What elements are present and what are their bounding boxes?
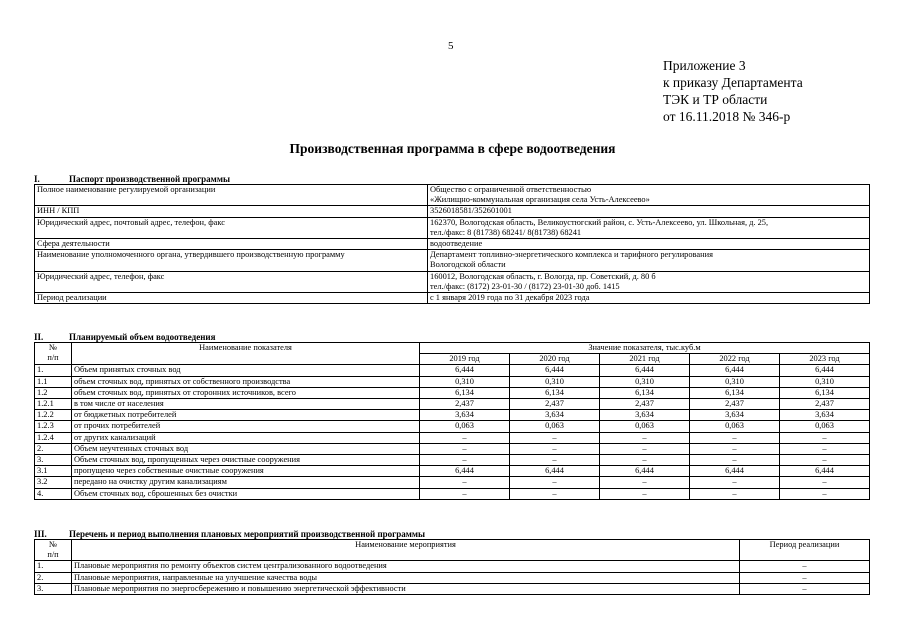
- table-row: [35, 466, 870, 477]
- section-title-text: Паспорт производственной программы: [69, 174, 230, 184]
- row-value: –: [600, 432, 690, 443]
- row-value: 0,310: [510, 376, 600, 387]
- row-value: –: [600, 455, 690, 466]
- appendix-line: от 16.11.2018 № 346-р: [663, 109, 791, 124]
- row-value: 2,437: [780, 399, 870, 410]
- section-title-text: Перечень и период выполнения плановых мероприятий производственной программы: [69, 529, 426, 539]
- passport-value: [428, 206, 870, 217]
- passport-value-line: Департамент топливно-энергетического комплекса и тарифного регулирования: [430, 250, 713, 260]
- row-value: 6,444: [600, 466, 690, 477]
- col-number-line: п/п: [47, 550, 59, 560]
- row-value: 0,063: [600, 421, 690, 432]
- col-values-header: Значение показателя, тыс.куб.м: [420, 343, 870, 354]
- row-name: Объем сточных вод, пропущенных через очистные сооружения: [72, 455, 420, 466]
- row-number: 1.2.3: [35, 421, 72, 432]
- passport-row: [35, 206, 870, 217]
- passport-value-line: водоотведение: [430, 239, 483, 249]
- col-name-header: Наименование показателя: [72, 343, 420, 365]
- row-value: –: [600, 488, 690, 499]
- row-value: 3,634: [510, 410, 600, 421]
- col-number-line: №: [49, 540, 57, 549]
- table-row: [35, 561, 870, 572]
- table-row: [35, 399, 870, 410]
- appendix-line: Приложение 3: [663, 58, 746, 73]
- appendix-line: ТЭК и ТР области: [663, 92, 768, 107]
- passport-label: Сфера деятельности: [35, 239, 428, 250]
- row-value: –: [510, 488, 600, 499]
- passport-value-line: тел./факс: 8 (81738) 68241/ 8(81738) 68241: [430, 227, 582, 237]
- row-name: пропущено через собственные очистные сооружения: [72, 466, 420, 477]
- table-row: [35, 583, 870, 594]
- row-value: –: [510, 443, 600, 454]
- row-number: 4.: [35, 488, 72, 499]
- row-value: 0,063: [780, 421, 870, 432]
- row-value: –: [420, 443, 510, 454]
- row-value: –: [780, 432, 870, 443]
- passport-value-line: «Жилищно-коммунальная организация села Усть-Алексеево»: [430, 195, 650, 205]
- passport-label: Полное наименование регулируемой организации: [35, 185, 428, 206]
- section-1-title: [34, 174, 230, 184]
- passport-row: [35, 271, 870, 292]
- row-period: –: [740, 561, 870, 572]
- passport-value-line: тел./факс: (8172) 23-01-30 / (8172) 23-01-30 доб. 1415: [430, 281, 620, 291]
- row-value: 6,444: [690, 466, 780, 477]
- row-value: 6,134: [420, 387, 510, 398]
- row-value: 6,444: [600, 365, 690, 376]
- row-name: Объем неучтенных сточных вод: [72, 443, 420, 454]
- row-number: 3.2: [35, 477, 72, 488]
- passport-value-line: 162370, Вологодская область, Великоустюгский район, с. Усть-Алексеево, ул. Школьная, д. 25,: [430, 217, 769, 227]
- passport-value: [428, 185, 870, 206]
- row-value: 6,134: [510, 387, 600, 398]
- passport-value: [428, 271, 870, 292]
- row-number: 1.2.4: [35, 432, 72, 443]
- section-title-text: Планируемый объем водоотведения: [69, 332, 216, 342]
- row-value: 3,634: [690, 410, 780, 421]
- col-number-header: [35, 343, 72, 365]
- year-header: 2019 год: [420, 354, 510, 365]
- passport-table: [34, 184, 870, 304]
- row-value: 0,063: [420, 421, 510, 432]
- row-value: –: [420, 455, 510, 466]
- appendix-line: к приказу Департамента: [663, 75, 803, 90]
- table-row: [35, 387, 870, 398]
- row-value: –: [780, 488, 870, 499]
- passport-row: [35, 217, 870, 238]
- row-number: 2.: [35, 443, 72, 454]
- row-value: 0,310: [420, 376, 510, 387]
- row-period: –: [740, 572, 870, 583]
- table-row: [35, 365, 870, 376]
- volume-table: [34, 342, 870, 500]
- section-number: III.: [34, 529, 47, 539]
- row-name: от бюджетных потребителей: [72, 410, 420, 421]
- passport-value-line: Общество с ограниченной ответственностью: [430, 185, 592, 194]
- passport-row: [35, 250, 870, 271]
- table-row: [35, 443, 870, 454]
- year-header: 2023 год: [780, 354, 870, 365]
- row-value: 6,444: [690, 365, 780, 376]
- section-number: I.: [34, 174, 40, 184]
- year-header: 2022 год: [690, 354, 780, 365]
- row-number: 3.1: [35, 466, 72, 477]
- row-number: 1.: [35, 561, 72, 572]
- table-row: [35, 488, 870, 499]
- row-name: Объем принятых сточных вод: [72, 365, 420, 376]
- table-row: [35, 376, 870, 387]
- row-number: 1.2: [35, 387, 72, 398]
- row-value: 0,063: [690, 421, 780, 432]
- year-header: 2020 год: [510, 354, 600, 365]
- section-number: II.: [34, 332, 44, 342]
- year-header: 2021 год: [600, 354, 690, 365]
- passport-label: Юридический адрес, телефон, факс: [35, 271, 428, 292]
- row-value: –: [420, 488, 510, 499]
- passport-value-line: с 1 января 2019 года по 31 декабря 2023 года: [430, 293, 590, 303]
- document-title: Производственная программа в сфере водоотведения: [289, 141, 616, 156]
- appendix-header: [663, 57, 803, 125]
- passport-value: [428, 250, 870, 271]
- row-value: 2,437: [510, 399, 600, 410]
- row-name: Объем сточных вод, сброшенных без очистки: [72, 488, 420, 499]
- passport-row: [35, 293, 870, 304]
- section-3-title: [34, 529, 425, 539]
- col-name-header: Наименование мероприятия: [72, 540, 740, 561]
- row-value: –: [510, 455, 600, 466]
- table-row: [35, 432, 870, 443]
- row-value: 6,444: [510, 466, 600, 477]
- col-number-line: №: [49, 343, 57, 352]
- row-number: 1.: [35, 365, 72, 376]
- row-value: –: [600, 477, 690, 488]
- passport-label: Наименование уполномоченного органа, утвердившего производственную программу: [35, 250, 428, 271]
- row-value: 6,444: [780, 466, 870, 477]
- row-name: в том числе от населения: [72, 399, 420, 410]
- table-row: [35, 572, 870, 583]
- row-value: 6,134: [600, 387, 690, 398]
- row-number: 3.: [35, 583, 72, 594]
- row-value: 6,444: [510, 365, 600, 376]
- row-value: 3,634: [600, 410, 690, 421]
- row-name: объем сточных вод, принятых от собственного производства: [72, 376, 420, 387]
- page-number: 5: [448, 40, 454, 52]
- col-period-header: Период реализации: [740, 540, 870, 561]
- row-value: –: [780, 443, 870, 454]
- row-value: –: [690, 455, 780, 466]
- row-value: 6,134: [690, 387, 780, 398]
- row-value: –: [510, 477, 600, 488]
- row-value: 0,310: [600, 376, 690, 387]
- row-value: –: [690, 488, 780, 499]
- row-value: –: [420, 432, 510, 443]
- row-value: 0,063: [510, 421, 600, 432]
- row-value: –: [780, 455, 870, 466]
- row-value: –: [780, 477, 870, 488]
- row-name: от прочих потребителей: [72, 421, 420, 432]
- passport-value: [428, 239, 870, 250]
- row-value: 2,437: [690, 399, 780, 410]
- row-name: Плановые мероприятия по энергосбережению и повышению энергетической эффективности: [72, 583, 740, 594]
- row-value: 2,437: [420, 399, 510, 410]
- passport-label: Период реализации: [35, 293, 428, 304]
- row-value: 0,310: [780, 376, 870, 387]
- row-period: –: [740, 583, 870, 594]
- row-value: 6,134: [780, 387, 870, 398]
- passport-value: [428, 293, 870, 304]
- passport-label: ИНН / КПП: [35, 206, 428, 217]
- row-number: 1.2.1: [35, 399, 72, 410]
- row-value: –: [690, 443, 780, 454]
- row-value: 6,444: [420, 365, 510, 376]
- col-number-header: [35, 540, 72, 561]
- passport-value: [428, 217, 870, 238]
- table-row: [35, 410, 870, 421]
- row-value: 6,444: [420, 466, 510, 477]
- table-row: [35, 477, 870, 488]
- row-value: –: [420, 477, 510, 488]
- col-number-line: п/п: [47, 353, 59, 363]
- row-number: 2.: [35, 572, 72, 583]
- row-name: Плановые мероприятия, направленные на улучшение качества воды: [72, 572, 740, 583]
- row-number: 1.2.2: [35, 410, 72, 421]
- row-value: 3,634: [780, 410, 870, 421]
- passport-row: [35, 185, 870, 206]
- passport-label: Юридический адрес, почтовый адрес, телефон, факс: [35, 217, 428, 238]
- passport-value-line: 160012, Вологодская область, г. Вологда, пр. Советский, д. 80 б: [430, 271, 656, 281]
- passport-row: [35, 239, 870, 250]
- passport-value-line: 3526018581/352601001: [430, 206, 512, 216]
- row-number: 1.1: [35, 376, 72, 387]
- row-name: Плановые мероприятия по ремонту объектов систем централизованного водоотведения: [72, 561, 740, 572]
- row-value: 6,444: [780, 365, 870, 376]
- row-number: 3.: [35, 455, 72, 466]
- section-2-title: [34, 332, 215, 342]
- row-name: передано на очистку другим канализациям: [72, 477, 420, 488]
- row-value: –: [690, 432, 780, 443]
- row-name: объем сточных вод, принятых от сторонних источников, всего: [72, 387, 420, 398]
- row-value: 2,437: [600, 399, 690, 410]
- measures-table: [34, 539, 870, 595]
- row-value: 0,310: [690, 376, 780, 387]
- row-name: от других канализаций: [72, 432, 420, 443]
- table-row: [35, 455, 870, 466]
- table-row: [35, 421, 870, 432]
- row-value: –: [510, 432, 600, 443]
- row-value: –: [690, 477, 780, 488]
- row-value: –: [600, 443, 690, 454]
- passport-value-line: Вологодской области: [430, 260, 506, 270]
- row-value: 3,634: [420, 410, 510, 421]
